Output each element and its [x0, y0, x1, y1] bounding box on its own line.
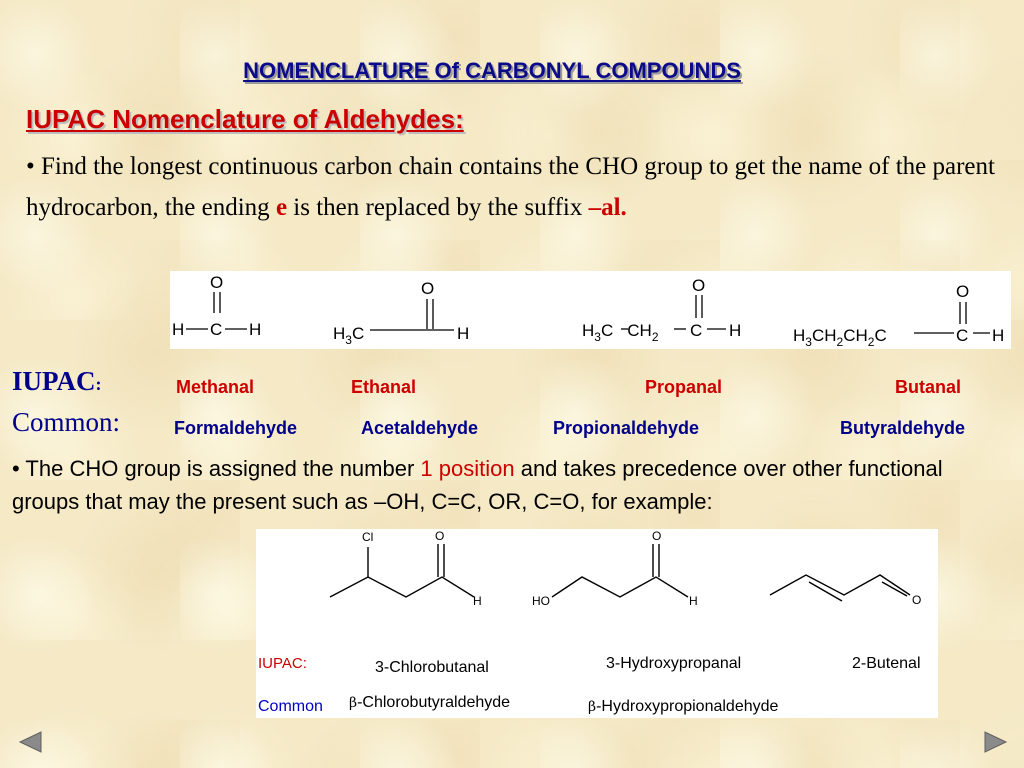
common-name-propionaldehyde: Propionaldehyde — [553, 418, 700, 438]
rule-1-paragraph — [26, 146, 1016, 228]
atom-o: O — [956, 282, 970, 301]
propanal-chain: $H_3C$ $CH_2$ — [582, 321, 659, 344]
rule-2-text-b: and takes precedence over other functional groups that may the present such as –OH, C=C, OR, C=O, for example: — [12, 456, 943, 514]
atom-h: H — [473, 594, 482, 608]
butanal-chain: $H_3CH_2CH_2C$ — [793, 326, 887, 349]
page-title: NOMENCLATURE Of CARBONYL COMPOUNDS — [243, 58, 741, 83]
rule-2-text-a: The CHO group is assigned the number — [19, 456, 421, 481]
atom-c: C — [956, 326, 969, 345]
atom-h: H — [172, 320, 185, 339]
iupac-label: IUPAC: — [12, 366, 102, 396]
atom-o: O — [210, 273, 224, 292]
triangle-right-icon — [983, 730, 1009, 754]
ending-letter: e — [275, 194, 288, 221]
aldehyde-structures-row-1 — [170, 271, 1011, 349]
propanal-structure — [582, 276, 741, 344]
next-slide-button[interactable] — [983, 730, 1009, 754]
iupac-name-butanal: Butanal — [895, 377, 962, 397]
iupac-name-3-chlorobutanal: 3-Chlorobutanal — [375, 659, 489, 676]
atom-c: C — [690, 321, 703, 340]
common-label: Common: — [12, 407, 121, 437]
hydroxypropanal-structure — [532, 529, 698, 608]
atom-ho: HO — [532, 594, 550, 608]
rule-2-paragraph — [12, 452, 1002, 518]
iupac-name-2-butenal: 2-Butenal — [852, 655, 921, 672]
prev-slide-button[interactable] — [17, 730, 43, 754]
atom-h: H — [689, 594, 698, 608]
butenal-structure — [770, 575, 921, 607]
iupac-name-3-hydroxypropanal: 3-Hydroxypropanal — [606, 655, 742, 672]
iupac-name-propanal: Propanal — [645, 377, 723, 397]
atom-cl: Cl — [362, 530, 374, 544]
iupac-name-methanal: Methanal — [176, 377, 255, 397]
rule-1-text-b: is then replaced by the suffix — [287, 194, 589, 221]
common-name-beta-chlorobutyraldehyde: β-Chlorobutyraldehyde — [349, 694, 511, 711]
structures-panel-2 — [256, 529, 938, 718]
common-name-butyraldehyde: Butyraldehyde — [840, 418, 966, 438]
atom-c: C — [210, 320, 223, 339]
acetaldehyde-structure — [333, 279, 469, 347]
rule-1-text-a: Find the longest continuous carbon chain contains the CHO group to get the name of the parent hydrocarbon, the ending — [26, 153, 995, 221]
atom-o: O — [435, 529, 445, 543]
atom-h: H — [457, 324, 470, 343]
section-heading: IUPAC Nomenclature of Aldehydes: — [26, 104, 464, 134]
atom-o: O — [652, 529, 662, 543]
atom-h: H — [249, 320, 262, 339]
butanal-structure — [793, 282, 1004, 349]
common-name-acetaldehyde: Acetaldehyde — [361, 418, 479, 438]
atom-o: O — [421, 279, 435, 298]
triangle-left-icon — [17, 730, 43, 754]
atom-h: H — [729, 321, 742, 340]
iupac-label-2: IUPAC: — [258, 655, 307, 672]
atom-o: O — [912, 593, 922, 607]
common-name-beta-hydroxypropionaldehyde: β-Hydroxypropionaldehyde — [588, 698, 779, 715]
atom-h: H — [992, 326, 1005, 345]
atom-o: O — [692, 276, 706, 295]
common-label-2: Common — [258, 698, 323, 715]
formaldehyde-structure — [172, 273, 261, 339]
methyl-group: $H_3C$ — [333, 324, 365, 347]
aldehyde-structures-row-2 — [256, 529, 938, 718]
structures-panel-1 — [170, 271, 1011, 349]
iupac-name-ethanal: Ethanal — [351, 377, 417, 397]
position-number: 1 position — [420, 456, 515, 481]
suffix-al: –al. — [588, 194, 627, 221]
bullet: • — [12, 456, 20, 481]
chlorobutanal-structure — [330, 529, 482, 608]
bullet: • — [26, 153, 35, 180]
common-name-formaldehyde: Formaldehyde — [174, 418, 298, 438]
